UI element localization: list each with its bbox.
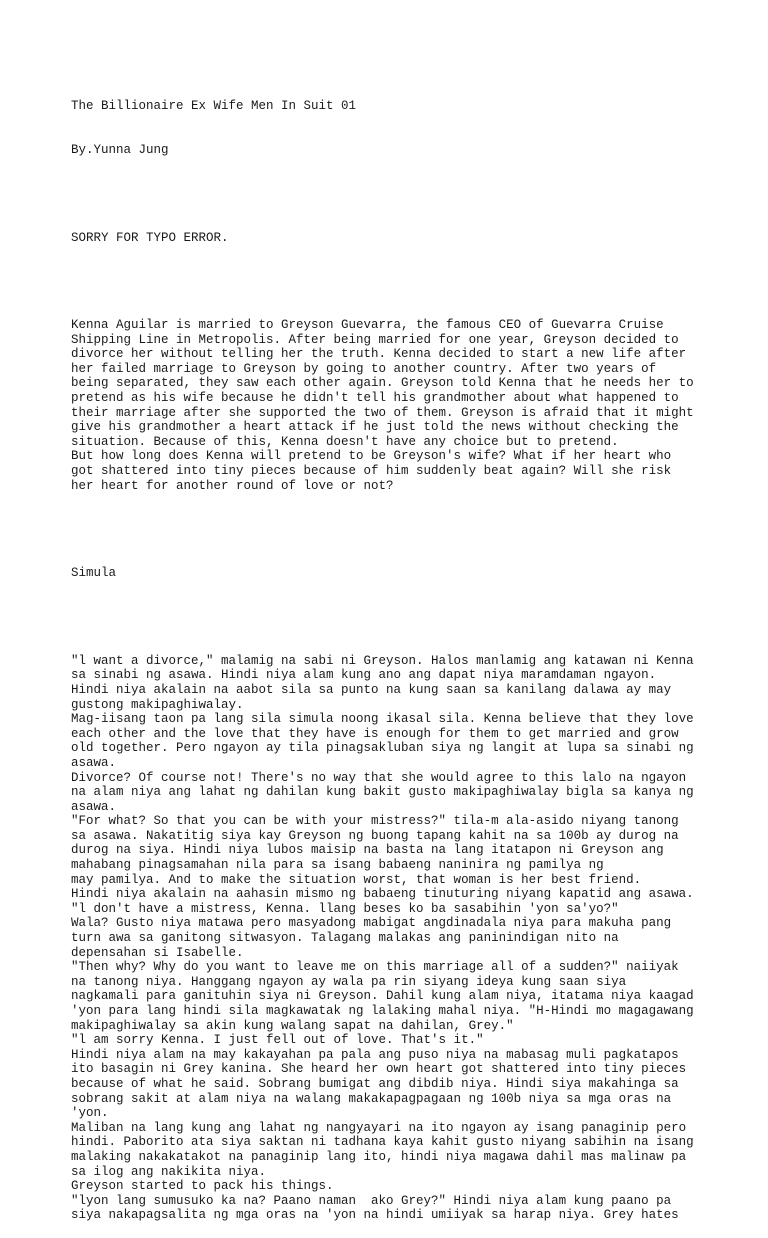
document-page xyxy=(71,70,701,1238)
synopsis-line: situation. Because of this, Kenna doesn't have any choice but to pretend. xyxy=(71,434,619,449)
blank-line xyxy=(71,187,701,202)
body-line: sa sinabi ng asawa. Hindi niya alam kung ano ang dapat niya maramdaman ngayon. xyxy=(71,668,657,683)
body-line: na alam niya ang lahat ng dahilan kung bakit gusto makipaghiwalay bigla sa kanya ng xyxy=(71,785,694,800)
body-line: may pamilya. And to make the situation worst, that woman is her best friend. xyxy=(71,872,642,887)
body-line: 'yon. xyxy=(71,1106,109,1121)
chapter-body xyxy=(71,654,701,1223)
body-line: Mag-iisang taon pa lang sila simula noong ikasal sila. Kenna believe that they love xyxy=(71,712,694,727)
body-line: makipaghiwalay sa akin kung walang sapat na dahilan, Grey." xyxy=(71,1018,514,1033)
body-line: "lyon lang sumusuko ka na? Paano naman ako Grey?" Hindi niya alam kung paano pa xyxy=(71,1193,672,1208)
synopsis-line: divorce her without telling her the truth. Kenna decided to start a new life after xyxy=(71,347,687,362)
body-line: sa ilog ang nakikita niya. xyxy=(71,1164,267,1179)
body-line: 'yon para lang hindi sila magkawatak ng lalaking mahal niya. "H-Hindi mo magagawang xyxy=(71,1004,694,1018)
document-title: The Billionaire Ex Wife Men In Suit 01 xyxy=(71,99,357,114)
body-line: hindi. Paborito ata siya saktan ni tadhana kaya kahit gusto niyang sabihin na isang xyxy=(71,1135,694,1150)
blank-line xyxy=(71,522,701,537)
document-author: By.Yunna Jung xyxy=(71,142,169,157)
body-line: na tanong niya. Hanggang ngayon ay wala pa rin siyang ideya kung saan siya xyxy=(71,974,627,989)
body-line: turn awa sa ganitong sitwasyon. Talagang malakas ang paninindigan nito na xyxy=(71,931,619,946)
body-line: "l am sorry Kenna. I just fell out of love. That's it." xyxy=(71,1033,484,1048)
body-line: malaking nakakatakot na panaginip lang ito, hindi niya magawa dahil mas malinaw pa xyxy=(71,1149,687,1164)
synopsis-line: pretend as his wife because he didn't tell his grandmother about what happened to xyxy=(71,391,679,406)
body-line: asawa. xyxy=(71,799,117,814)
body-line: gustong makipaghiwalay. xyxy=(71,697,244,712)
synopsis-line: her failed marriage to Greyson by going to another country. After two years of xyxy=(71,361,657,376)
body-line: Hindi niya akalain na aabot sila sa punto na kung saan sa kanilang dalawa ay may xyxy=(71,682,672,697)
body-line: Greyson started to pack his things. xyxy=(71,1179,334,1194)
body-line: Wala? Gusto niya matawa pero masyadong mabigat angdinadala niya para makuha pang xyxy=(71,916,672,931)
blank-line xyxy=(71,610,701,625)
body-line: ito basagin ni Grey kanina. She heard her own heart got shattered into tiny pieces xyxy=(71,1062,687,1077)
body-line: asawa. xyxy=(71,755,117,770)
synopsis-line: their marriage after she supported the two of them. Greyson is afraid that it might xyxy=(71,405,694,420)
synopsis-paragraph xyxy=(71,318,701,493)
body-line: Hindi niya akalain na aahasin mismo ng babaeng tinuturing niyang kapatid ang asawa. xyxy=(71,887,694,902)
body-line: nagkamali para ganituhin siya ni Greyson. Dahil kung alam niya, itatama niya kaagad xyxy=(71,989,694,1004)
synopsis-line: But how long does Kenna will pretend to be Greyson's wife? What if her heart who xyxy=(71,449,672,464)
body-line: Maliban na lang kung ang lahat ng nangyayari na ito ngayon ay isang panaginip pero xyxy=(71,1120,687,1135)
body-line: "l don't have a mistress, Kenna. llang beses ko ba sasabihin 'yon sa'yo?" xyxy=(71,901,619,916)
body-line: old together. Pero ngayon ay tila pinagsakluban siya ng langit at lupa sa sinabi ng xyxy=(71,741,694,756)
body-line: mahabang pinagsamahan nila para sa isang babaeng naninira ng pamilya ng xyxy=(71,858,604,873)
blank-line xyxy=(71,274,701,289)
body-line: sa asawa. Nakatitig siya kay Greyson ng buong tapang kahit na sa 100b ay durog na xyxy=(71,828,679,843)
typo-notice: SORRY FOR TYPO ERROR. xyxy=(71,230,229,245)
synopsis-line: Shipping Line in Metropolis. After being married for one year, Greyson decided to xyxy=(71,332,679,347)
body-line: Divorce? Of course not! There's no way that she would agree to this lalo na ngayon xyxy=(71,770,687,785)
body-line: because of what he said. Sobrang bumigat ang dibdib niya. Hindi siya makahinga sa xyxy=(71,1076,679,1091)
body-line: "For what? So that you can be with your mistress?" tila-m ala-asido niyang tanong xyxy=(71,814,679,829)
body-line: durog na siya. Hindi niya lubos maisip na basta na lang itatapon ni Greyson ang xyxy=(71,843,664,858)
section-heading: Simula xyxy=(71,566,117,581)
body-line: Hindi niya alam na may kakayahan pa pala ang puso niya na mabasag muli pagkatapos xyxy=(71,1047,679,1062)
body-line: "Then why? Why do you want to leave me on this marriage all of a sudden?" naiiyak xyxy=(71,960,679,975)
synopsis-line: give his grandmother a heart attack if he just told the news without checking the xyxy=(71,420,679,435)
body-line: siya nakapagsalita ng mga oras na 'yon na hindi umiiyak sa harap niya. Grey hates xyxy=(71,1208,679,1223)
synopsis-line: being separated, they saw each other again. Greyson told Kenna that he needs her to xyxy=(71,376,694,391)
body-line: "l want a divorce," malamig na sabi ni Greyson. Halos manlamig ang katawan ni Kenna xyxy=(71,653,694,668)
body-line: depensahan si Isabelle. xyxy=(71,945,244,960)
synopsis-line: Kenna Aguilar is married to Greyson Guevarra, the famous CEO of Guevarra Cruise xyxy=(71,318,664,333)
synopsis-line: her heart for another round of love or not? xyxy=(71,478,394,493)
synopsis-line: got shattered into tiny pieces because of him suddenly beat again? Will she risk xyxy=(71,464,672,479)
body-line: sobrang sakit at alam niya na walang makakapagpagaan ng 100b niya sa mga oras na xyxy=(71,1091,672,1106)
body-line: each other and the love that they have is enough for them to get married and grow xyxy=(71,726,679,741)
